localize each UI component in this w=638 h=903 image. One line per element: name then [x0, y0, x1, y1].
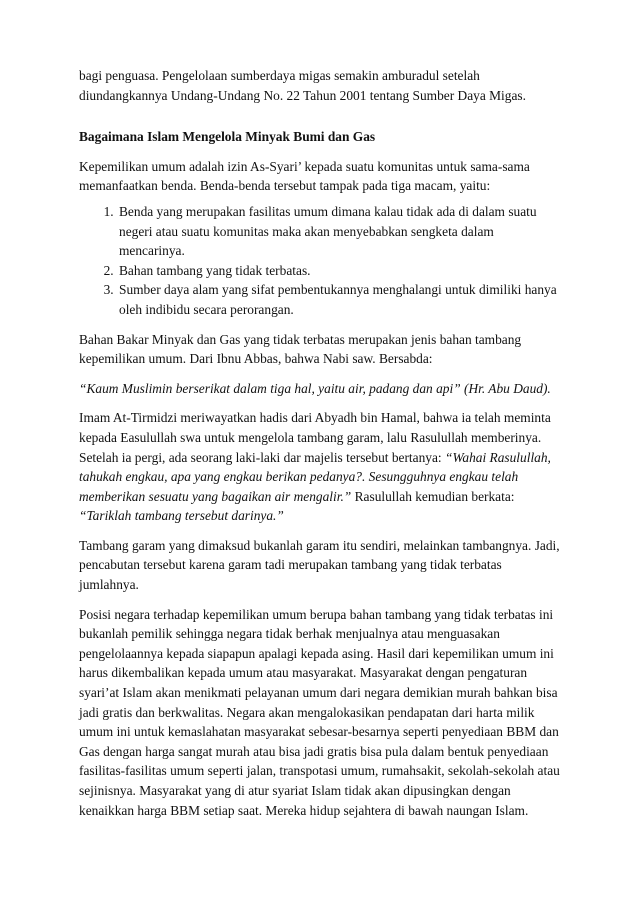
- paragraph-tirmidzi: [79, 408, 561, 526]
- tirmidzi-text-2: Rasulullah kemudian berkata:: [351, 488, 515, 504]
- tirmidzi-quote-b: “Tariklah tambang tersebut darinya.”: [79, 508, 284, 524]
- numbered-list: [79, 202, 561, 320]
- section-heading: Bagaimana Islam Mengelola Minyak Bumi dan Gas: [79, 129, 376, 145]
- tirmidzi-text-1: Imam At-Tirmidzi meriwayatkan hadis dari Abyadh bin Hamal, bahwa ia telah meminta kepada Easulullah swa untuk mengelola tambang garam, lalu Rasulullah memberinya. Setelah ia pergi, ada seorang laki-laki dar majelis tersebut bertanya:: [79, 410, 551, 465]
- paragraph-kepemilikan: Kepemilikan umum adalah izin As-Syari’ kepada suatu komunitas untuk sama-sama memanfaatkan benda. Benda-benda tersebut tampak pada tiga macam, yaitu:: [79, 158, 530, 194]
- list-item: 3. Sumber daya alam yang sifat pembentukannya menghalangi untuk dimiliki hanya oleh indibidu secara perorangan.: [117, 280, 561, 319]
- hadith-quote: “Kaum Muslimin berserikat dalam tiga hal, yaitu air, padang dan api” (Hr. Abu Daud).: [79, 380, 551, 396]
- tirmidzi-quote-a: “Wahai Rasulullah, tahukah engkau, apa yang engkau berikan pedanya?. Sesungguhnya engkau telah memberikan sesuatu yang bagaikan air mengalir.”: [79, 449, 551, 504]
- list-item: 1. Benda yang merupakan fasilitas umum dimana kalau tidak ada di dalam suatu negeri atau suatu komunitas maka akan menyebabkan sengketa dalam mencarinya.: [117, 202, 561, 261]
- document-body: [79, 66, 561, 820]
- paragraph-tambang-garam: Tambang garam yang dimaksud bukanlah garam itu sendiri, melainkan tambangnya. Jadi, pencabutan tersebut karena garam tadi merupakan tambang yang tidak terbatas jumlahnya.: [79, 537, 560, 593]
- paragraph-posisi-negara: Posisi negara terhadap kepemilikan umum berupa bahan tambang yang tidak terbatas ini bukanlah pemilik sehingga negara tidak berhak menjualnya atau menguasakan pengelolaannya kepada siapapun apalagi kepada asing. Hasil dari kepemilikan umum ini harus dikembalikan kepada umum atau masyarakat. Masyarakat dengan pengaturan syari’at Islam akan menikmati pelayanan umum dari negara demikian murah bahkan bisa jadi gratis dan berkwalitas. Negara akan mengalokasikan pendapatan dari harta milik umum ini untuk kemaslahatan masyarakat sebesar-besarnya seperti penyediaan BBM dan Gas dengan harga sangat murah atau bisa jadi gratis bisa pula dalam bentuk penyediaan fasilitas-fasilitas umum seperti jalan, transpotasi umum, rumahsakit, sekolah-sekolah atau sejinisnya. Masyarakat yang di atur syariat Islam tidak akan dipusingkan dengan kenaikkan harga BBM setiap saat. Mereka hidup sejahtera di bawah naungan Islam.: [79, 606, 560, 818]
- list-item: 2. Bahan tambang yang tidak terbatas.: [117, 261, 561, 281]
- intro-paragraph: bagi penguasa. Pengelolaan sumberdaya migas semakin amburadul setelah diundangkannya Undang-Undang No. 22 Tahun 2001 tentang Sumber Daya Migas.: [79, 68, 526, 103]
- paragraph-bbm: Bahan Bakar Minyak dan Gas yang tidak terbatas merupakan jenis bahan tambang kepemilikan umum. Dari Ibnu Abbas, bahwa Nabi saw. Bersabda:: [79, 331, 522, 367]
